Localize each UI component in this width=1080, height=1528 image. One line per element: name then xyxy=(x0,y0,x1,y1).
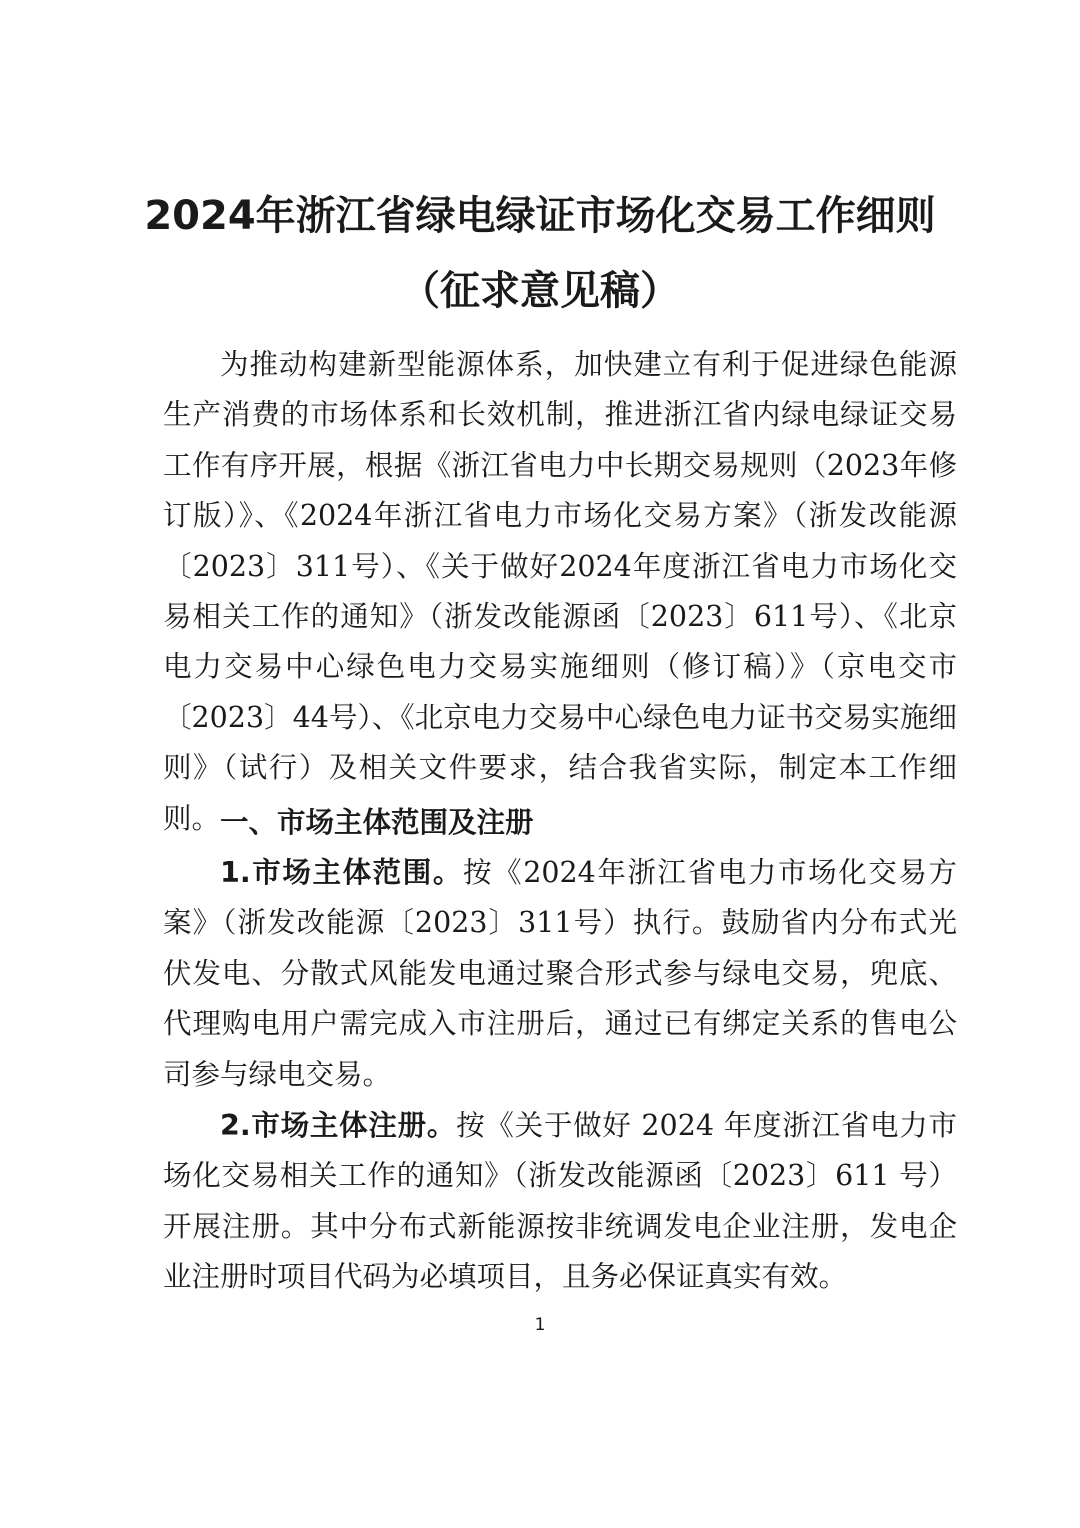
intro-paragraph: 为推动构建新型能源体系，加快建立有利于促进绿色能源生产消费的市场体系和长效机制，推进浙江省内绿电绿证交易工作有序开展，根据《浙江省电力中长期交易规则（2023年修订版）》、《2024年浙江省电力市场化交易方案》（浙发改能源〔2023〕311号）、《关于做好2024年度浙江省电力市场化交易相关工作的通知》（浙发改能源函〔2023〕611号）、《北京电力交易中心绿色电力交易实施细则（修订稿）》（京电交市〔2023〕44号）、《北京电力交易中心绿色电力证书交易实施细则》（试行）及相关文件要求，结合我省实际，制定本工作细则。 xyxy=(163,348,957,835)
page-number: 1 xyxy=(534,1315,546,1335)
item-1-text: 按《2024年浙江省电力市场化交易方案》（浙发改能源〔2023〕311号）执行。鼓励省内分布式光伏发电、分散式风能发电通过聚合形式参与绿电交易，兜底、代理购电用户需完成入市注册后，通过已有绑定关系的售电公司参与绿电交易。 xyxy=(163,856,957,1091)
item-1-lead: 1.市场主体范围。 xyxy=(220,856,463,889)
item-2-text: 按《关于做好 2024 年度浙江省电力市场化交易相关工作的通知》（浙发改能源函〔2023〕611 号）开展注册。其中分布式新能源按非统调发电企业注册，发电企业注册时项目代码为必填项目，且务必保证真实有效。 xyxy=(163,1109,957,1294)
item-1-paragraph xyxy=(163,848,957,1100)
document-subtitle: （征求意见稿） xyxy=(400,268,680,314)
item-2-lead: 2.市场主体注册。 xyxy=(220,1109,457,1142)
item-2-paragraph xyxy=(163,1101,957,1303)
document-title: 2024年浙江省绿电绿证市场化交易工作细则 xyxy=(144,193,936,239)
section-heading-1: 一、市场主体范围及注册 xyxy=(220,806,534,839)
